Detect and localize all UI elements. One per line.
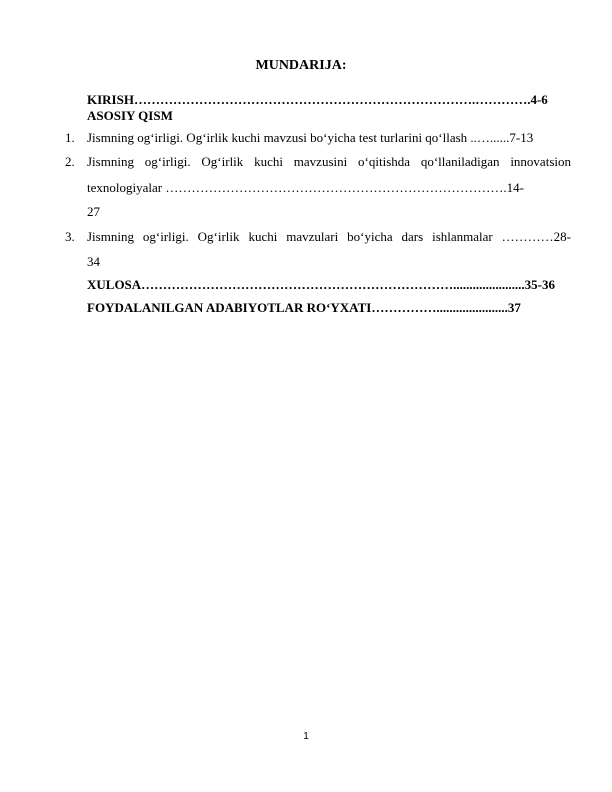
page-number: 1 <box>303 731 309 742</box>
toc-item-number: 1. <box>65 130 75 145</box>
toc-entry-item-3-line-1: Jismning og‘irligi. Og‘irlik kuchi mavzulari bo‘yicha dars ishlanmalar …………28- <box>87 229 571 244</box>
toc-title: MUNDARIJA: <box>255 58 347 73</box>
toc-entry-item-2-line-3: 27 <box>87 204 100 219</box>
toc-entry-xulosa: XULOSA………………………………………………………………......................35-36 <box>87 277 556 292</box>
toc-item-number: 3. <box>65 229 75 244</box>
toc-entry-asosiy-qism: ASOSIY QISM <box>87 108 173 123</box>
toc-entry-foydalanilgan-adabiyotlar: FOYDALANILGAN ADABIYOTLAR RO‘YXATI……………......................37 <box>87 300 521 315</box>
toc-item-number: 2. <box>65 154 75 169</box>
toc-entry-item-1: Jismning og‘irligi. Og‘irlik kuchi mavzusi bo‘yicha test turlarini qo‘llash ..…......7-13 <box>87 130 534 145</box>
toc-entry-item-2-line-1: Jismning og‘irligi. Og‘irlik kuchi mavzusini o‘qitishda qo‘llaniladigan innovatsion <box>87 154 571 169</box>
toc-entry-item-3-line-2: 34 <box>87 254 100 269</box>
toc-entry-item-2-line-2: texnologiyalar …………………………………………………………………….14- <box>87 180 524 195</box>
toc-entry-kirish: KIRISH…………………………………………………………………….………….4-6 <box>87 92 548 107</box>
